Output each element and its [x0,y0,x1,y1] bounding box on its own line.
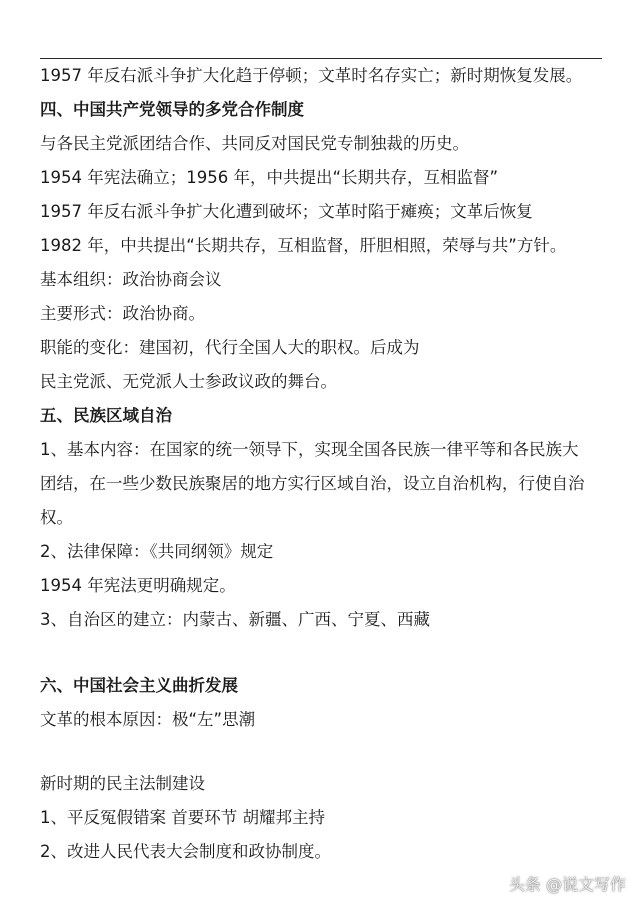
section-heading-socialist-development: 六、中国社会主义曲折发展 [40,676,238,695]
text-line-1954-clear: 1954 年宪法更明确规定。 [40,576,236,595]
text-line-political-stage: 民主党派、无党派人士参政议政的舞台。 [40,372,337,391]
text-line-1957-stagnation: 1957 年反右派斗争扩大化趋于停顿；文革时名存实亡；新时期恢复发展。 [40,66,583,85]
text-line-basic-content: 1、基本内容：在国家的统一领导下，实现全国各民族一律平等和各民族大 [40,440,579,459]
text-line-autonomous-regions: 3、自治区的建立：内蒙古、新疆、广西、宁夏、西藏 [40,610,430,629]
text-line-history: 与各民主党派团结合作、共同反对国民党专制独裁的历史。 [40,134,469,153]
text-line-legal-guarantee: 2、法律保障：《共同纲领》规定 [40,542,274,561]
text-line-1957-destroyed: 1957 年反右派斗争扩大化遭到破坏；文革时陷于瘫痪；文革后恢复 [40,202,533,221]
text-line-function-change: 职能的变化：建国初，代行全国人大的职权。后成为 [40,338,420,357]
section-heading-multiparty-cooperation: 四、中国共产党领导的多党合作制度 [40,100,304,119]
text-line-basic-organization: 基本组织：政治协商会议 [40,270,222,289]
text-line-basic-content-end: 权。 [40,508,73,527]
text-line-new-era-legal: 新时期的民主法制建设 [40,774,205,793]
text-line-main-form: 主要形式：政治协商。 [40,304,205,323]
text-line-1954-constitution: 1954 年宪法确立；1956 年，中共提出“长期共存，互相监督” [40,168,499,187]
section-heading-ethnic-autonomy: 五、民族区域自治 [40,406,172,425]
text-line-rehabilitation: 1、平反冤假错案 首要环节 胡耀邦主持 [40,808,325,827]
top-rule [40,58,602,59]
text-line-cultural-revolution-cause: 文革的根本原因：极“左”思潮 [40,710,256,729]
watermark: 头条 @说文写作 [508,875,626,894]
text-line-basic-content-cont: 团结，在一些少数民族聚居的地方实行区域自治，设立自治机构，行使自治 [40,474,585,493]
text-line-improve-system: 2、改进人民代表大会制度和政协制度。 [40,842,331,861]
text-line-1982-policy: 1982 年，中共提出“长期共存，互相监督，肝胆相照，荣辱与共”方针。 [40,236,567,255]
